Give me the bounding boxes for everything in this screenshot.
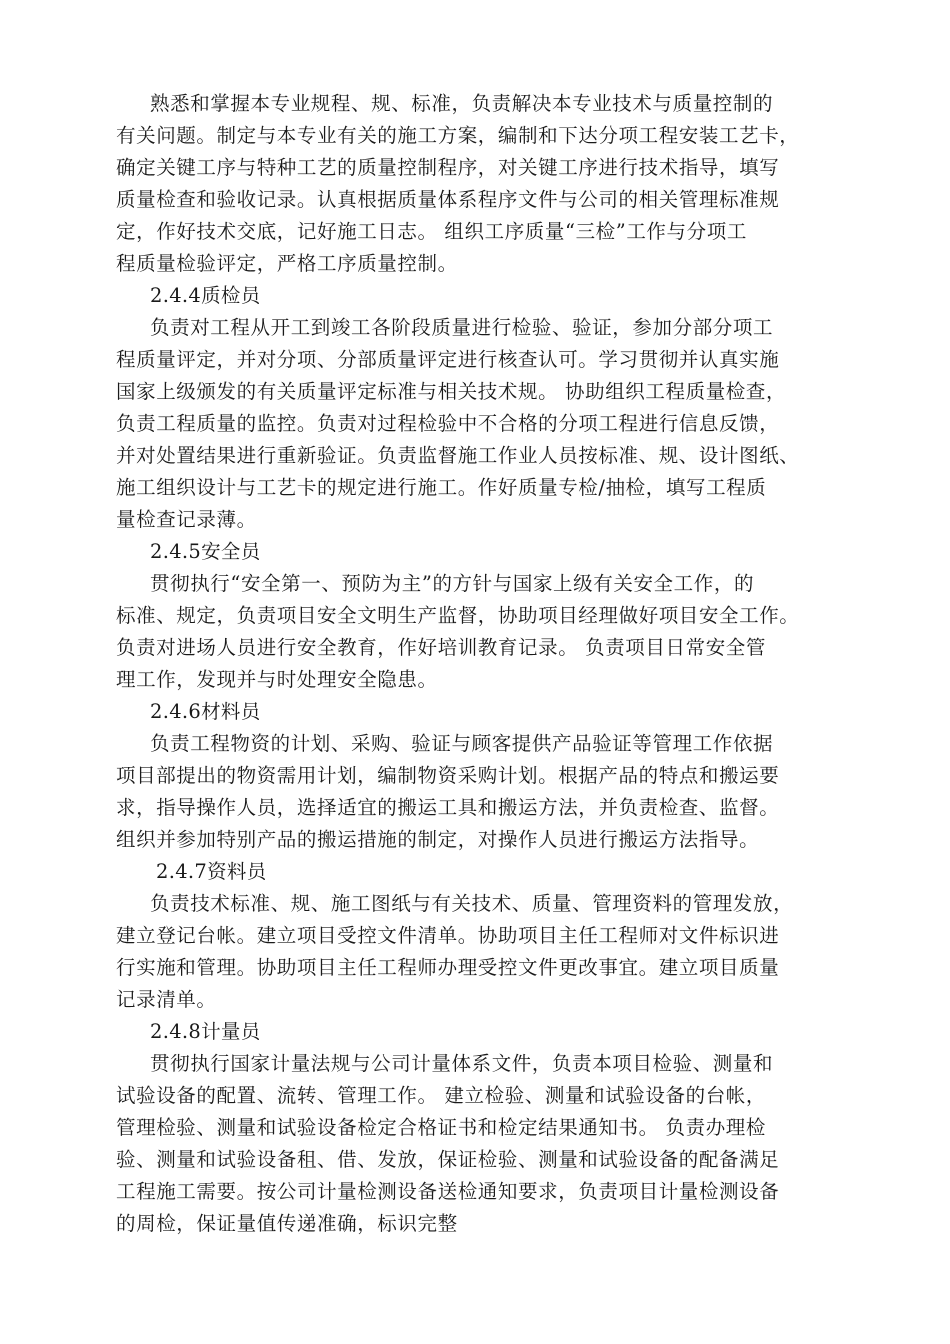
paragraph-line: 建立登记台帐。建立项目受控文件清单。协助项目主任工程师对文件标识进 bbox=[116, 924, 780, 947]
paragraph-line: 定，作好技术交底，记好施工日志。 组织工序质量“三检”工作与分项工 bbox=[116, 220, 747, 243]
section-heading: 2.4.4质检员 bbox=[150, 284, 261, 307]
paragraph-line: 验、测量和试验设备租、借、发放，保证检验、测量和试验设备的配备满足 bbox=[116, 1148, 780, 1171]
paragraph-line: 确定关键工序与特种工艺的质量控制程序，对关键工序进行技术指导，填写 bbox=[116, 156, 780, 179]
section-heading: 2.4.8计量员 bbox=[150, 1020, 261, 1043]
paragraph-line: 记录清单。 bbox=[116, 988, 217, 1011]
paragraph-line: 组织并参加特别产品的搬运措施的制定，对操作人员进行搬运方法指导。 bbox=[116, 828, 760, 851]
paragraph-line: 管理检验、测量和试验设备检定合格证书和检定结果通知书。 负责办理检 bbox=[116, 1116, 766, 1139]
section-heading: 2.4.5安全员 bbox=[150, 540, 261, 563]
paragraph-line: 项目部提出的物资需用计划，编制物资采购计划。根据产品的特点和搬运要 bbox=[116, 764, 780, 787]
paragraph-line: 负责对工程从开工到竣工各阶段质量进行检验、验证，参加分部分项工 bbox=[150, 316, 774, 339]
paragraph-line: 贯彻执行国家计量法规与公司计量体系文件，负责本项目检验、测量和 bbox=[150, 1052, 774, 1075]
paragraph-line: 理工作，发现并与时处理安全隐患。 bbox=[116, 668, 438, 691]
paragraph-line: 求，指导操作人员，选择适宜的搬运工具和搬运方法，并负责检查、监督。 bbox=[116, 796, 780, 819]
paragraph-line: 国家上级颁发的有关质量评定标准与相关技术规。 协助组织工程质量检查， bbox=[116, 380, 787, 403]
paragraph-line: 贯彻执行“安全第一、预防为主”的方针与国家上级有关安全工作，的 bbox=[150, 572, 755, 595]
paragraph-line: 施工组织设计与工艺卡的规定进行施工。作好质量专检/抽检，填写工程质 bbox=[116, 476, 767, 499]
paragraph-line: 的周检，保证量值传递准确，标识完整 bbox=[116, 1212, 458, 1235]
paragraph-line: 并对处置结果进行重新验证。负责监督施工作业人员按标准、规、设计图纸、 bbox=[116, 444, 800, 467]
paragraph-line: 熟悉和掌握本专业规程、规、标准，负责解决本专业技术与质量控制的 bbox=[150, 92, 774, 115]
paragraph-line: 试验设备的配置、流转、管理工作。 建立检验、测量和试验设备的台帐， bbox=[116, 1084, 766, 1107]
paragraph-line: 量检查记录薄。 bbox=[116, 508, 257, 531]
paragraph-line: 标准、规定，负责项目安全文明生产监督，协助项目经理做好项目安全工作。 bbox=[116, 604, 800, 627]
paragraph-line: 工程施工需要。按公司计量检测设备送检通知要求，负责项目计量检测设备 bbox=[116, 1180, 780, 1203]
paragraph-line: 负责工程物资的计划、采购、验证与顾客提供产品验证等管理工作依据 bbox=[150, 732, 774, 755]
paragraph-line: 有关问题。制定与本专业有关的施工方案，编制和下达分项工程安装工艺卡， bbox=[116, 124, 800, 147]
paragraph-line: 程质量检验评定，严格工序质量控制。 bbox=[116, 252, 458, 275]
paragraph-line: 程质量评定，并对分项、分部质量评定进行核查认可。学习贯彻并认真实施 bbox=[116, 348, 780, 371]
section-heading: 2.4.7资料员 bbox=[156, 860, 267, 883]
paragraph-line: 质量检查和验收记录。认真根据质量体系程序文件与公司的相关管理标准规 bbox=[116, 188, 780, 211]
paragraph-line: 负责对进场人员进行安全教育，作好培训教育记录。 负责项目日常安全管 bbox=[116, 636, 766, 659]
section-heading: 2.4.6材料员 bbox=[150, 700, 261, 723]
paragraph-line: 负责技术标准、规、施工图纸与有关技术、质量、管理资料的管理发放， bbox=[150, 892, 794, 915]
paragraph-line: 负责工程质量的监控。负责对过程检验中不合格的分项工程进行信息反馈， bbox=[116, 412, 780, 435]
paragraph-line: 行实施和管理。协助项目主任工程师办理受控文件更改事宜。建立项目质量 bbox=[116, 956, 780, 979]
